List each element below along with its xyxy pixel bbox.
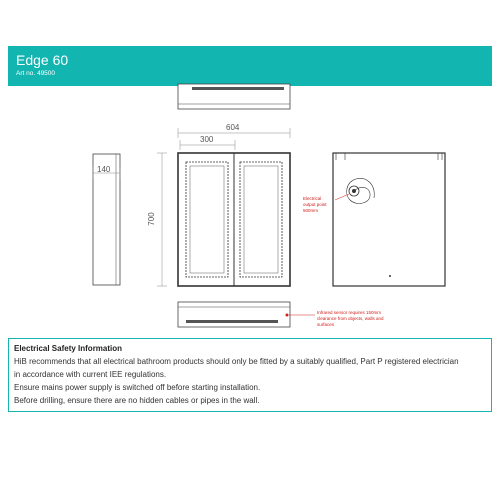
safety-line-1: HiB recommends that all electrical bathroom products should only be fitted by a suitably qualified, Part P registered electrician xyxy=(14,357,459,366)
back-view xyxy=(333,153,445,286)
sensor-note-line-1: Infrared sensor requires 150mm xyxy=(317,310,382,315)
height-dimension xyxy=(157,153,167,286)
electrical-safety-panel xyxy=(8,338,492,412)
bottom-view xyxy=(178,302,290,327)
safety-line-3: Ensure mains power supply is switched off before starting installation. xyxy=(14,383,261,392)
electrical-output-callout xyxy=(303,194,349,213)
door-width-label: 300 xyxy=(200,135,214,144)
product-title: Edge 60 xyxy=(16,52,69,68)
front-view xyxy=(178,153,290,286)
electrical-output-line-2: output point xyxy=(303,202,327,207)
safety-line-2: in accordance with current IEE regulations. xyxy=(14,370,167,379)
depth-label: 140 xyxy=(97,165,111,174)
sensor-note-line-2: clearance from objects, walls and xyxy=(317,316,384,321)
safety-line-4: Before drilling, ensure there are no hidden cables or pipes in the wall. xyxy=(14,396,260,405)
sensor-note-line-3: surfaces xyxy=(317,322,335,327)
electrical-output-line-3: 500mm xyxy=(303,208,319,213)
sensor-callout xyxy=(289,310,384,327)
article-number: Art no. 49500 xyxy=(16,70,56,77)
safety-heading: Electrical Safety Information xyxy=(14,344,123,353)
electrical-output-line-1: Electrical xyxy=(303,196,322,201)
height-label: 700 xyxy=(147,212,156,226)
width-label: 604 xyxy=(226,123,240,132)
top-view xyxy=(178,84,290,109)
